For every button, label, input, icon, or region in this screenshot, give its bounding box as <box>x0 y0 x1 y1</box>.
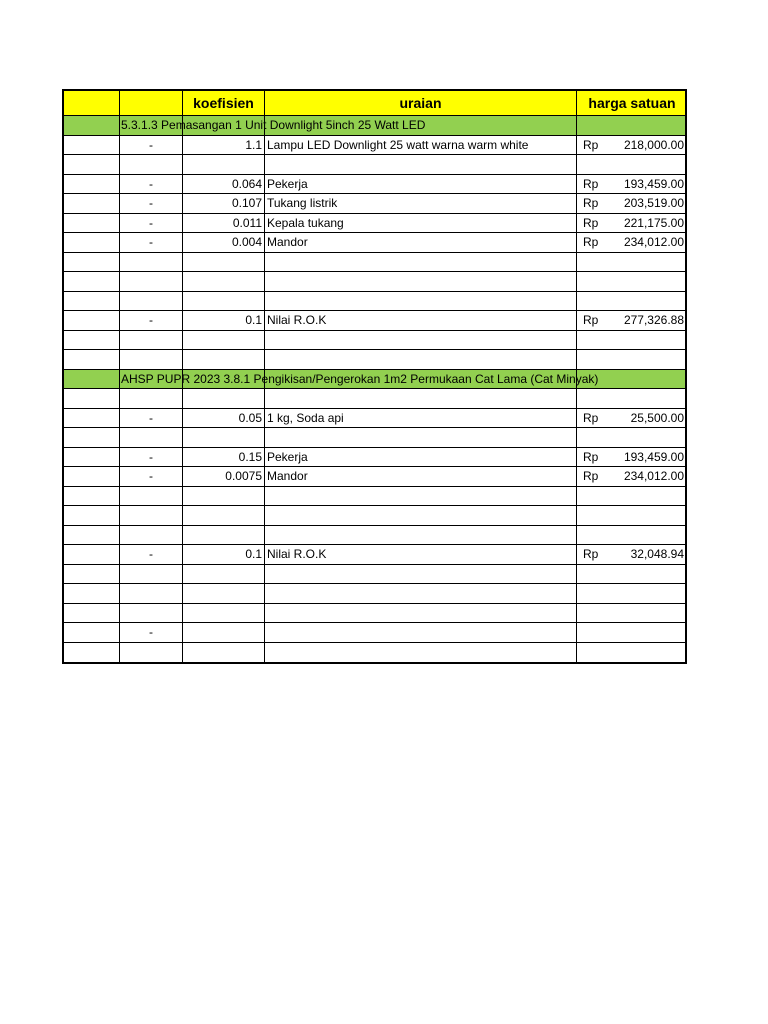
cell-harga[interactable] <box>577 428 687 447</box>
cell-dash[interactable]: - <box>120 545 183 564</box>
table-row <box>64 467 685 487</box>
price-amount: 221,175.00 <box>623 215 684 230</box>
cell-koefisien[interactable] <box>183 253 265 272</box>
cell-harga[interactable] <box>577 311 687 330</box>
price-amount: 32,048.94 <box>630 547 684 561</box>
table-row <box>64 643 685 663</box>
cell-dash[interactable]: - <box>120 194 183 213</box>
cell-harga[interactable] <box>577 487 687 506</box>
cell-koefisien[interactable] <box>183 292 265 311</box>
table-row <box>64 214 685 234</box>
table-row <box>64 175 685 195</box>
cell-harga[interactable] <box>577 604 687 623</box>
cell-harga[interactable] <box>577 565 687 584</box>
cell-harga[interactable] <box>577 194 687 213</box>
cell-dash[interactable] <box>120 155 183 174</box>
cell-koefisien[interactable] <box>183 604 265 623</box>
cell-harga[interactable] <box>577 584 687 603</box>
table-row <box>64 292 685 312</box>
cell-col0[interactable] <box>64 175 120 194</box>
cell-harga[interactable] <box>577 526 687 545</box>
cell-col0[interactable] <box>64 116 120 135</box>
cell-uraian[interactable] <box>265 155 577 174</box>
cell-koefisien[interactable] <box>183 428 265 447</box>
table-row <box>64 194 685 214</box>
cell-koefisien[interactable]: 0.011 <box>183 214 265 233</box>
currency-label: Rp <box>583 547 599 561</box>
cell-dash[interactable] <box>120 428 183 447</box>
cell-koefisien[interactable]: 0.004 <box>183 233 265 252</box>
cell-koefisien[interactable] <box>183 506 265 525</box>
cell-dash[interactable] <box>120 526 183 545</box>
cell-col0[interactable] <box>64 155 120 174</box>
cell-uraian[interactable] <box>265 643 577 663</box>
price-amount: 234,012.00 <box>623 235 684 249</box>
table-row <box>64 623 685 643</box>
cell-col0[interactable] <box>64 233 120 252</box>
cell-uraian[interactable]: Kepala tukang <box>265 214 577 233</box>
cell-col0[interactable] <box>64 526 120 545</box>
cell-harga[interactable] <box>577 155 687 174</box>
cell-dash[interactable]: - <box>120 311 183 330</box>
cell-uraian[interactable] <box>265 253 577 272</box>
cell-col0[interactable] <box>64 272 120 291</box>
cell-harga[interactable] <box>577 233 687 252</box>
cell-koefisien[interactable] <box>183 487 265 506</box>
section-title: 5.3.1.3 Pemasangan 1 Unit Downlight 5inch 25 Watt LED <box>121 118 426 132</box>
cell-col0[interactable] <box>64 506 120 525</box>
table-row <box>64 253 685 273</box>
cell-koefisien[interactable]: 0.05 <box>183 409 265 428</box>
cell-harga[interactable] <box>577 214 687 233</box>
cell-dash[interactable] <box>120 604 183 623</box>
price-amount: 218,000.00 <box>623 137 684 152</box>
cell-dash[interactable] <box>120 584 183 603</box>
cell-col0[interactable] <box>64 194 120 213</box>
cell-koefisien[interactable] <box>183 350 265 369</box>
cell-harga[interactable] <box>577 292 687 311</box>
cell-uraian[interactable]: Lampu LED Downlight 25 watt warna warm white <box>265 136 577 155</box>
cell-col0[interactable] <box>64 643 120 663</box>
cell-uraian[interactable] <box>265 604 577 623</box>
currency-label: Rp <box>583 215 599 230</box>
cell-col0[interactable] <box>64 136 120 155</box>
cell-harga[interactable] <box>577 389 687 408</box>
cell-col0[interactable] <box>64 467 120 486</box>
cell-dash[interactable]: - <box>120 409 183 428</box>
cell-uraian[interactable] <box>265 331 577 350</box>
table-row <box>64 331 685 351</box>
cell-koefisien[interactable] <box>183 565 265 584</box>
cell-uraian[interactable] <box>265 526 577 545</box>
cell-harga[interactable] <box>577 253 687 272</box>
price-amount: 277,326.88 <box>623 313 684 327</box>
cell-dash[interactable] <box>120 565 183 584</box>
cell-col0[interactable] <box>64 584 120 603</box>
cell-uraian[interactable] <box>265 506 577 525</box>
cell-col0[interactable] <box>64 253 120 272</box>
cell-koefisien[interactable] <box>183 643 265 663</box>
cell-koefisien[interactable]: 0.064 <box>183 175 265 194</box>
currency-label: Rp <box>583 235 599 249</box>
section-row <box>64 370 685 390</box>
header-uraian[interactable]: uraian <box>265 91 577 115</box>
table-row <box>64 350 685 370</box>
header-cell-blank-1[interactable] <box>64 91 120 115</box>
table-row <box>64 448 685 468</box>
cell-dash[interactable]: - <box>120 214 183 233</box>
cell-koefisien[interactable]: 0.0075 <box>183 467 265 486</box>
cell-harga[interactable] <box>577 506 687 525</box>
header-cell-blank-2[interactable] <box>120 91 183 115</box>
cell-col0[interactable] <box>64 487 120 506</box>
cell-uraian[interactable]: Mandor <box>265 233 577 252</box>
table-row <box>64 272 685 292</box>
table-row <box>64 428 685 448</box>
cell-col0[interactable] <box>64 428 120 447</box>
cell-koefisien[interactable] <box>183 584 265 603</box>
cell-harga[interactable] <box>577 409 687 428</box>
cell-uraian[interactable] <box>265 428 577 447</box>
cell-uraian[interactable] <box>265 389 577 408</box>
cell-dash[interactable] <box>120 389 183 408</box>
cell-dash[interactable]: - <box>120 623 183 642</box>
cell-dash[interactable] <box>120 272 183 291</box>
cell-dash[interactable] <box>120 643 183 663</box>
price-amount: 234,012.00 <box>623 469 684 483</box>
cell-col0[interactable] <box>64 409 120 428</box>
cell-koefisien[interactable] <box>183 331 265 350</box>
cell-col0[interactable] <box>64 448 120 467</box>
table-row <box>64 136 685 156</box>
cell-col0[interactable] <box>64 311 120 330</box>
cell-col4[interactable] <box>577 116 687 135</box>
cell-koefisien[interactable]: 0.107 <box>183 194 265 213</box>
section-title: AHSP PUPR 2023 3.8.1 Pengikisan/Pengerokan 1m2 Permukaan Cat Lama (Cat Minyak) <box>121 371 599 386</box>
table-row <box>64 487 685 507</box>
cell-uraian[interactable] <box>265 565 577 584</box>
cell-harga[interactable] <box>577 545 687 564</box>
cell-harga[interactable] <box>577 331 687 350</box>
table-row <box>64 526 685 546</box>
currency-label: Rp <box>583 196 599 210</box>
cell-uraian[interactable] <box>265 623 577 642</box>
cell-harga[interactable] <box>577 448 687 467</box>
header-row <box>64 91 685 116</box>
cell-uraian[interactable] <box>265 584 577 603</box>
table-row <box>64 155 685 175</box>
cell-koefisien[interactable] <box>183 526 265 545</box>
cell-uraian[interactable]: Nilai R.O.K <box>265 545 577 564</box>
cell-dash[interactable]: - <box>120 467 183 486</box>
cell-uraian[interactable] <box>265 292 577 311</box>
price-amount: 193,459.00 <box>623 449 684 464</box>
cell-col0[interactable] <box>64 604 120 623</box>
cell-uraian[interactable]: 1 kg, Soda api <box>265 409 577 428</box>
cell-koefisien[interactable] <box>183 272 265 291</box>
cell-dash[interactable] <box>120 487 183 506</box>
price-amount: 203,519.00 <box>623 196 684 210</box>
cell-uraian[interactable]: Pekerja <box>265 448 577 467</box>
cell-col0[interactable] <box>64 214 120 233</box>
currency-label: Rp <box>583 410 599 425</box>
cell-uraian[interactable] <box>265 272 577 291</box>
cell-dash[interactable]: - <box>120 136 183 155</box>
cell-col0[interactable] <box>64 565 120 584</box>
cell-uraian[interactable]: Tukang listrik <box>265 194 577 213</box>
cell-uraian[interactable] <box>265 487 577 506</box>
cell-harga[interactable] <box>577 350 687 369</box>
table-row <box>64 545 685 565</box>
price-amount: 25,500.00 <box>630 410 684 425</box>
cell-col0[interactable] <box>64 292 120 311</box>
cell-dash[interactable]: - <box>120 448 183 467</box>
cell-col0[interactable] <box>64 350 120 369</box>
cell-koefisien[interactable] <box>183 623 265 642</box>
spreadsheet-table <box>62 89 687 664</box>
cell-uraian[interactable]: Pekerja <box>265 175 577 194</box>
table-row <box>64 311 685 331</box>
cell-dash[interactable]: - <box>120 175 183 194</box>
cell-col0[interactable] <box>64 623 120 642</box>
table-row <box>64 506 685 526</box>
currency-label: Rp <box>583 176 599 191</box>
table-row <box>64 389 685 409</box>
header-harga-satuan[interactable]: harga satuan <box>588 95 676 111</box>
cell-koefisien[interactable]: 0.1 <box>183 311 265 330</box>
cell-col0[interactable] <box>64 370 120 389</box>
currency-label: Rp <box>583 449 599 464</box>
table-row <box>64 233 685 253</box>
cell-dash[interactable] <box>120 253 183 272</box>
currency-label: Rp <box>583 137 599 152</box>
currency-label: Rp <box>583 469 599 483</box>
cell-col0[interactable] <box>64 389 120 408</box>
table-row <box>64 565 685 585</box>
cell-koefisien[interactable] <box>183 155 265 174</box>
cell-dash[interactable]: - <box>120 233 183 252</box>
cell-uraian[interactable] <box>265 350 577 369</box>
cell-harga[interactable] <box>577 643 687 663</box>
cell-dash[interactable] <box>120 350 183 369</box>
cell-harga[interactable] <box>577 623 687 642</box>
cell-dash[interactable] <box>120 331 183 350</box>
cell-col0[interactable] <box>64 545 120 564</box>
cell-harga[interactable] <box>577 175 687 194</box>
currency-label: Rp <box>583 313 599 327</box>
section-row <box>64 116 685 136</box>
table-row <box>64 604 685 624</box>
price-amount: 193,459.00 <box>623 176 684 191</box>
cell-koefisien[interactable]: 1.1 <box>183 136 265 155</box>
cell-uraian[interactable]: Mandor <box>265 467 577 486</box>
cell-dash[interactable] <box>120 292 183 311</box>
cell-harga[interactable] <box>577 467 687 486</box>
cell-harga[interactable] <box>577 272 687 291</box>
cell-koefisien[interactable]: 0.15 <box>183 448 265 467</box>
cell-harga[interactable] <box>577 136 687 155</box>
cell-koefisien[interactable] <box>183 389 265 408</box>
cell-col0[interactable] <box>64 331 120 350</box>
header-koefisien[interactable]: koefisien <box>183 91 265 115</box>
cell-uraian[interactable]: Nilai R.O.K <box>265 311 577 330</box>
cell-dash[interactable] <box>120 506 183 525</box>
table-row <box>64 409 685 429</box>
cell-koefisien[interactable]: 0.1 <box>183 545 265 564</box>
table-row <box>64 584 685 604</box>
